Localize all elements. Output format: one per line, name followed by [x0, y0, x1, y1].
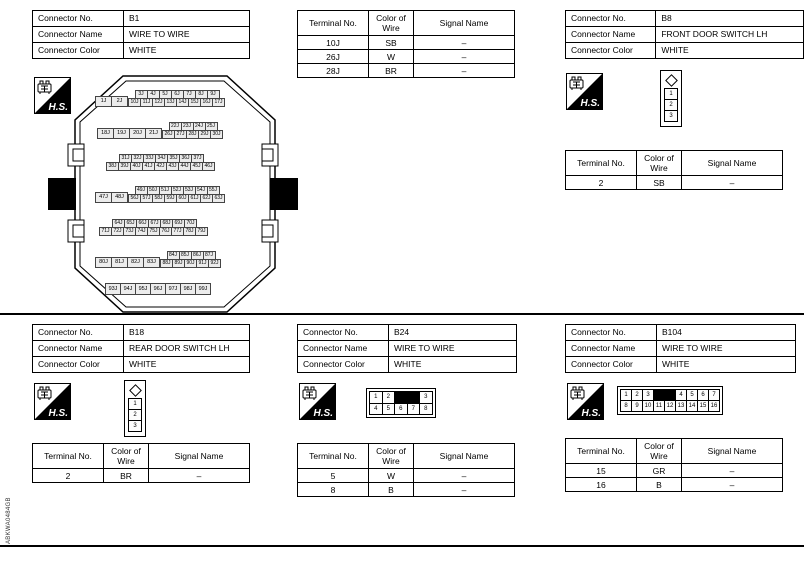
signal-name-cell: –: [414, 483, 515, 497]
pin-cell-15: 15: [699, 403, 707, 409]
pin-cell-6: 6: [698, 390, 708, 400]
table-row: [298, 469, 515, 483]
table-row: [298, 50, 515, 64]
terminal-no-header: Terminal No.: [566, 439, 637, 464]
latch-slot: [654, 390, 675, 400]
hs-label: H.S.: [48, 408, 68, 419]
pin-cell-49J: 49J: [135, 186, 148, 195]
connector-name-label: Connector Name: [566, 27, 656, 43]
pin-cell-44J: 44J: [178, 162, 191, 171]
hs-label: H.S.: [48, 102, 68, 113]
signal-name-header: Signal Name: [682, 439, 783, 464]
pin-cell-46J: 46J: [202, 162, 215, 171]
pin-cell-13J: 13J: [164, 98, 177, 107]
pin-cell-21J: 21J: [145, 128, 162, 139]
pin-cell-34J: 34J: [155, 154, 168, 163]
terminal-no-cell: 8: [298, 483, 369, 497]
pin-cell-64J: 64J: [112, 219, 125, 228]
pin-cell-9: 9: [632, 401, 642, 411]
terminal-table-b104: [565, 438, 783, 492]
side-lock-tab: [270, 178, 298, 210]
hs-harness-icon: [566, 73, 603, 110]
pin-cell-59J: 59J: [164, 194, 177, 203]
connector-color-label: Connector Color: [33, 357, 124, 373]
pin-cell-16J: 16J: [200, 98, 213, 107]
color-of-wire-header: Color of Wire: [369, 444, 414, 469]
pin-cell-52J: 52J: [171, 186, 184, 195]
pin-cell-8: 8: [420, 404, 432, 415]
pin-cell-67J: 67J: [148, 219, 161, 228]
pin-cell-42J: 42J: [154, 162, 167, 171]
pin-cell-37J: 37J: [191, 154, 204, 163]
latch-slot: [395, 392, 419, 403]
pin-cell-7J: 7J: [183, 90, 196, 99]
connector-color-value: WHITE: [657, 357, 796, 373]
connector-name-label: Connector Name: [298, 341, 389, 357]
b1-pin-group-3: [106, 154, 215, 171]
connector-color-label: Connector Color: [33, 43, 124, 59]
terminal-no-cell: 2: [33, 469, 104, 483]
wire-color-cell: BR: [369, 64, 414, 78]
connector-color-label: Connector Color: [566, 357, 657, 373]
connector-info-table-b18: [32, 324, 250, 373]
pin-cell-79J: 79J: [195, 227, 208, 236]
terminal-no-header: Terminal No.: [298, 444, 369, 469]
pin-cell-80J: 80J: [95, 257, 112, 268]
b1-pin-group-1: [95, 90, 225, 107]
connector-no-value: B24: [389, 325, 517, 341]
pin-cell-12: 12: [666, 403, 674, 409]
figure-code: ABKWA0484GB: [6, 497, 12, 544]
pin-cell-66J: 66J: [136, 219, 149, 228]
pin-cell-10J: 10J: [128, 98, 141, 107]
connector-color-label: Connector Color: [298, 357, 389, 373]
color-of-wire-header: Color of Wire: [369, 11, 414, 36]
pin-cell-69J: 69J: [172, 219, 185, 228]
pin-cell-56J: 56J: [128, 194, 141, 203]
connector-name-value: REAR DOOR SWITCH LH: [124, 341, 250, 357]
pin-cell-62J: 62J: [200, 194, 213, 203]
pin-cell-97J: 97J: [165, 283, 181, 295]
pin-cell-99J: 99J: [195, 283, 211, 295]
pin-cell-45J: 45J: [190, 162, 203, 171]
pin-cell-94J: 94J: [120, 283, 136, 295]
pin-cell-2: 2: [128, 409, 142, 421]
pin-cell-2: 2: [632, 390, 642, 400]
terminal-no-cell: 5: [298, 469, 369, 483]
terminal-no-cell: 2: [566, 176, 637, 190]
pin-cell-29J: 29J: [198, 130, 211, 139]
wire-color-cell: W: [369, 50, 414, 64]
pin-cell-95J: 95J: [135, 283, 151, 295]
color-of-wire-header: Color of Wire: [637, 151, 682, 176]
terminal-table-b18: [32, 443, 250, 483]
pin-cell-74J: 74J: [135, 227, 148, 236]
hs-label: H.S.: [581, 408, 601, 419]
hs-label: H.S.: [580, 98, 600, 109]
connector-diagram-b8: [660, 70, 682, 127]
pin-cell-1J: 1J: [95, 96, 112, 107]
pin-cell-11: 11: [655, 403, 663, 409]
pin-cell-90J: 90J: [184, 259, 197, 268]
table-row: [33, 469, 250, 483]
pin-cell-92J: 92J: [208, 259, 221, 268]
connector-diagram-b104: [617, 386, 723, 415]
pin-cell-1: 1: [370, 392, 382, 403]
pin-cell-30J: 30J: [210, 130, 223, 139]
pin-cell-1: 1: [128, 398, 142, 410]
keyway-diamond-icon: [129, 384, 142, 397]
pin-cell-40J: 40J: [130, 162, 143, 171]
wire-color-cell: B: [637, 478, 682, 492]
terminal-no-cell: 28J: [298, 64, 369, 78]
pin-cell-57J: 57J: [140, 194, 153, 203]
signal-name-cell: –: [149, 469, 250, 483]
signal-name-cell: –: [414, 50, 515, 64]
signal-name-header: Signal Name: [414, 11, 515, 36]
pin-cell-63J: 63J: [212, 194, 225, 203]
pin-cell-8: 8: [621, 401, 631, 411]
pin-cell-48J: 48J: [111, 192, 128, 203]
pin-cell-3: 3: [420, 392, 432, 403]
connector-diagram-b1: [46, 74, 300, 316]
connector-no-label: Connector No.: [33, 11, 124, 27]
pin-cell-14: 14: [688, 403, 696, 409]
connector-color-label: Connector Color: [566, 43, 656, 59]
pin-cell-70J: 70J: [184, 219, 197, 228]
pin-cell-2J: 2J: [111, 96, 128, 107]
pin-cell-1: 1: [621, 390, 631, 400]
keyway-diamond-icon: [665, 74, 678, 87]
color-of-wire-header: Color of Wire: [104, 444, 149, 469]
pin-cell-76J: 76J: [159, 227, 172, 236]
pin-cell-4: 4: [676, 390, 686, 400]
pin-cell-35J: 35J: [167, 154, 180, 163]
pin-cell-53J: 53J: [183, 186, 196, 195]
pin-cell-15J: 15J: [188, 98, 201, 107]
pin-cell-75J: 75J: [147, 227, 160, 236]
terminal-table-b24: [297, 443, 515, 497]
connector-name-value: WIRE TO WIRE: [124, 27, 250, 43]
connector-no-value: B104: [657, 325, 796, 341]
pin-cell-77J: 77J: [171, 227, 184, 236]
pin-cell-39J: 39J: [118, 162, 131, 171]
pin-cell-9J: 9J: [207, 90, 220, 99]
connector-no-label: Connector No.: [33, 325, 124, 341]
pin-cell-41J: 41J: [142, 162, 155, 171]
pin-cell-8J: 8J: [195, 90, 208, 99]
pin-cell-12J: 12J: [152, 98, 165, 107]
terminal-no-header: Terminal No.: [298, 11, 369, 36]
signal-name-cell: –: [414, 469, 515, 483]
pin-cell-82J: 82J: [127, 257, 144, 268]
pin-cell-73J: 73J: [123, 227, 136, 236]
table-row: [566, 176, 783, 190]
pin-cell-89J: 89J: [172, 259, 185, 268]
connector-color-value: WHITE: [124, 43, 250, 59]
pin-cell-16: 16: [710, 403, 718, 409]
pin-cell-47J: 47J: [95, 192, 112, 203]
signal-name-cell: –: [682, 464, 783, 478]
pin-cell-38J: 38J: [106, 162, 119, 171]
connector-diagram-b18: [124, 380, 146, 437]
terminal-table-b8: [565, 150, 783, 190]
bottom-border-line: [0, 545, 804, 547]
table-row: [298, 64, 515, 78]
signal-name-cell: –: [682, 176, 783, 190]
terminal-no-cell: 16: [566, 478, 637, 492]
pin-cell-6J: 6J: [171, 90, 184, 99]
pin-cell-19J: 19J: [113, 128, 130, 139]
pin-cell-3J: 3J: [135, 90, 148, 99]
pin-cell-54J: 54J: [195, 186, 208, 195]
terminal-table-b1: [297, 10, 515, 78]
connector-no-label: Connector No.: [566, 11, 656, 27]
pin-cell-93J: 93J: [105, 283, 121, 295]
pin-cell-81J: 81J: [111, 257, 128, 268]
pin-cell-72J: 72J: [111, 227, 124, 236]
pin-cell-85J: 85J: [179, 251, 192, 260]
wire-color-cell: B: [369, 483, 414, 497]
pin-cell-11J: 11J: [140, 98, 153, 107]
pin-cell-36J: 36J: [179, 154, 192, 163]
terminal-no-cell: 10J: [298, 36, 369, 50]
pin-cell-4: 4: [370, 404, 382, 415]
table-row: [298, 36, 515, 50]
pin-cell-60J: 60J: [176, 194, 189, 203]
pin-cell-33J: 33J: [143, 154, 156, 163]
pin-cell-5: 5: [687, 390, 697, 400]
pin-cell-88J: 88J: [160, 259, 173, 268]
hs-harness-icon: [299, 383, 336, 420]
wire-color-cell: SB: [369, 36, 414, 50]
wire-color-cell: BR: [104, 469, 149, 483]
section-divider: [0, 313, 804, 315]
connector-name-value: WIRE TO WIRE: [389, 341, 517, 357]
connector-no-label: Connector No.: [298, 325, 389, 341]
terminal-no-cell: 26J: [298, 50, 369, 64]
pin-cell-13: 13: [677, 403, 685, 409]
pin-cell-50J: 50J: [147, 186, 160, 195]
pin-cell-86J: 86J: [191, 251, 204, 260]
pin-cell-6: 6: [395, 404, 407, 415]
pin-cell-96J: 96J: [150, 283, 166, 295]
pin-cell-27J: 27J: [174, 130, 187, 139]
connector-info-table-b1: [32, 10, 250, 59]
pin-cell-58J: 58J: [152, 194, 165, 203]
side-lock-tab: [48, 178, 76, 210]
connector-color-value: WHITE: [389, 357, 517, 373]
connector-info-table-b8: [565, 10, 804, 59]
b1-pin-group-6: [95, 251, 221, 268]
table-row: [566, 464, 783, 478]
pin-cell-22J: 22J: [169, 122, 182, 131]
color-of-wire-header: Color of Wire: [637, 439, 682, 464]
pin-cell-65J: 65J: [124, 219, 137, 228]
signal-name-header: Signal Name: [414, 444, 515, 469]
hs-harness-icon: [34, 383, 71, 420]
connector-color-value: WHITE: [656, 43, 804, 59]
connector-name-value: WIRE TO WIRE: [657, 341, 796, 357]
signal-name-cell: –: [414, 36, 515, 50]
pin-cell-98J: 98J: [180, 283, 196, 295]
b1-pin-group-2: [97, 122, 223, 139]
hs-label: H.S.: [313, 408, 333, 419]
pin-cell-18J: 18J: [97, 128, 114, 139]
pin-cell-51J: 51J: [159, 186, 172, 195]
connector-no-value: B8: [656, 11, 804, 27]
pin-cell-84J: 84J: [167, 251, 180, 260]
pin-cell-3: 3: [643, 390, 653, 400]
pin-cell-78J: 78J: [183, 227, 196, 236]
pin-cell-31J: 31J: [119, 154, 132, 163]
pin-cell-68J: 68J: [160, 219, 173, 228]
pin-cell-24J: 24J: [193, 122, 206, 131]
terminal-no-header: Terminal No.: [566, 151, 637, 176]
pin-cell-32J: 32J: [131, 154, 144, 163]
pin-cell-91J: 91J: [196, 259, 209, 268]
connector-no-value: B18: [124, 325, 250, 341]
pin-cell-1: 1: [664, 88, 678, 100]
pin-cell-3: 3: [128, 420, 142, 432]
pin-cell-10: 10: [644, 403, 652, 409]
b1-pin-group-4: [95, 186, 225, 203]
terminal-no-cell: 15: [566, 464, 637, 478]
b1-pin-group-5: [99, 219, 208, 236]
pin-cell-14J: 14J: [176, 98, 189, 107]
table-row: [566, 478, 783, 492]
pin-cell-26J: 26J: [162, 130, 175, 139]
pin-cell-5J: 5J: [159, 90, 172, 99]
pin-cell-17J: 17J: [212, 98, 225, 107]
wire-color-cell: SB: [637, 176, 682, 190]
terminal-no-header: Terminal No.: [33, 444, 104, 469]
pin-cell-4J: 4J: [147, 90, 160, 99]
connector-name-label: Connector Name: [33, 27, 124, 43]
connector-name-label: Connector Name: [33, 341, 124, 357]
connector-no-value: B1: [124, 11, 250, 27]
connector-color-value: WHITE: [124, 357, 250, 373]
connector-info-table-b104: [565, 324, 796, 373]
signal-name-cell: –: [414, 64, 515, 78]
pin-cell-5: 5: [383, 404, 395, 415]
pin-cell-23J: 23J: [181, 122, 194, 131]
pin-cell-2: 2: [383, 392, 395, 403]
pin-cell-43J: 43J: [166, 162, 179, 171]
pin-cell-25J: 25J: [205, 122, 218, 131]
b1-pin-group-7: [105, 283, 211, 295]
connector-name-value: FRONT DOOR SWITCH LH: [656, 27, 804, 43]
signal-name-cell: –: [682, 478, 783, 492]
wire-color-cell: W: [369, 469, 414, 483]
pin-cell-87J: 87J: [203, 251, 216, 260]
connector-name-label: Connector Name: [566, 341, 657, 357]
signal-name-header: Signal Name: [682, 151, 783, 176]
pin-cell-83J: 83J: [143, 257, 160, 268]
signal-name-header: Signal Name: [149, 444, 250, 469]
pin-cell-20J: 20J: [129, 128, 146, 139]
table-row: [298, 483, 515, 497]
pin-cell-7: 7: [408, 404, 420, 415]
pin-cell-55J: 55J: [207, 186, 220, 195]
pin-cell-71J: 71J: [99, 227, 112, 236]
pin-cell-2: 2: [664, 99, 678, 111]
pin-cell-3: 3: [664, 110, 678, 122]
connector-info-table-b24: [297, 324, 517, 373]
wire-color-cell: GR: [637, 464, 682, 478]
connector-diagram-b24: [366, 388, 436, 418]
pin-cell-28J: 28J: [186, 130, 199, 139]
pin-cell-7: 7: [709, 390, 719, 400]
pin-cell-61J: 61J: [188, 194, 201, 203]
hs-harness-icon: [567, 383, 604, 420]
connector-no-label: Connector No.: [566, 325, 657, 341]
